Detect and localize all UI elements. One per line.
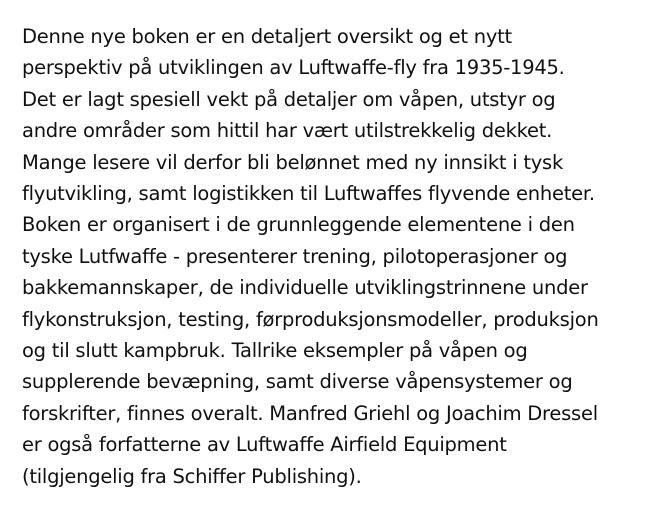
description-line: Mange lesere vil derfor bli belønnet med ny innsikt i tysk — [22, 150, 564, 174]
description-line: andre områder som hittil har vært utilstrekkelig dekket. — [22, 119, 553, 143]
description-line: bakkemannskaper, de individuelle utviklingstrinnene under — [22, 276, 588, 300]
product-description — [22, 21, 652, 492]
description-line: og til slutt kampbruk. Tallrike eksempler på våpen og — [22, 339, 528, 363]
description-line: perspektiv på utviklingen av Luftwaffe-fly fra 1935-1945. — [22, 56, 565, 80]
description-line: Boken er organisert i de grunnleggende elementene i den — [22, 213, 575, 237]
description-line: forskrifter, finnes overalt. Manfred Griehl og Joachim Dressel — [22, 401, 598, 425]
description-line: Det er lagt spesiell vekt på detaljer om våpen, utstyr og — [22, 87, 556, 111]
description-line: supplerende bevæpning, samt diverse våpensystemer og — [22, 370, 573, 394]
description-line: flyutvikling, samt logistikken til Luftwaffes flyvende enheter. — [22, 182, 595, 206]
description-line: flykonstruksjon, testing, førproduksjonsmodeller, produksjon — [22, 307, 599, 331]
description-line: Denne nye boken er en detaljert oversikt og et nytt — [22, 25, 512, 48]
description-line: tyske Lutfwaffe - presenterer trening, pilotoperasjoner og — [22, 244, 568, 268]
description-line: (tilgjengelig fra Schiffer Publishing). — [22, 464, 362, 488]
description-line: er også forfatterne av Luftwaffe Airfield Equipment — [22, 433, 507, 457]
